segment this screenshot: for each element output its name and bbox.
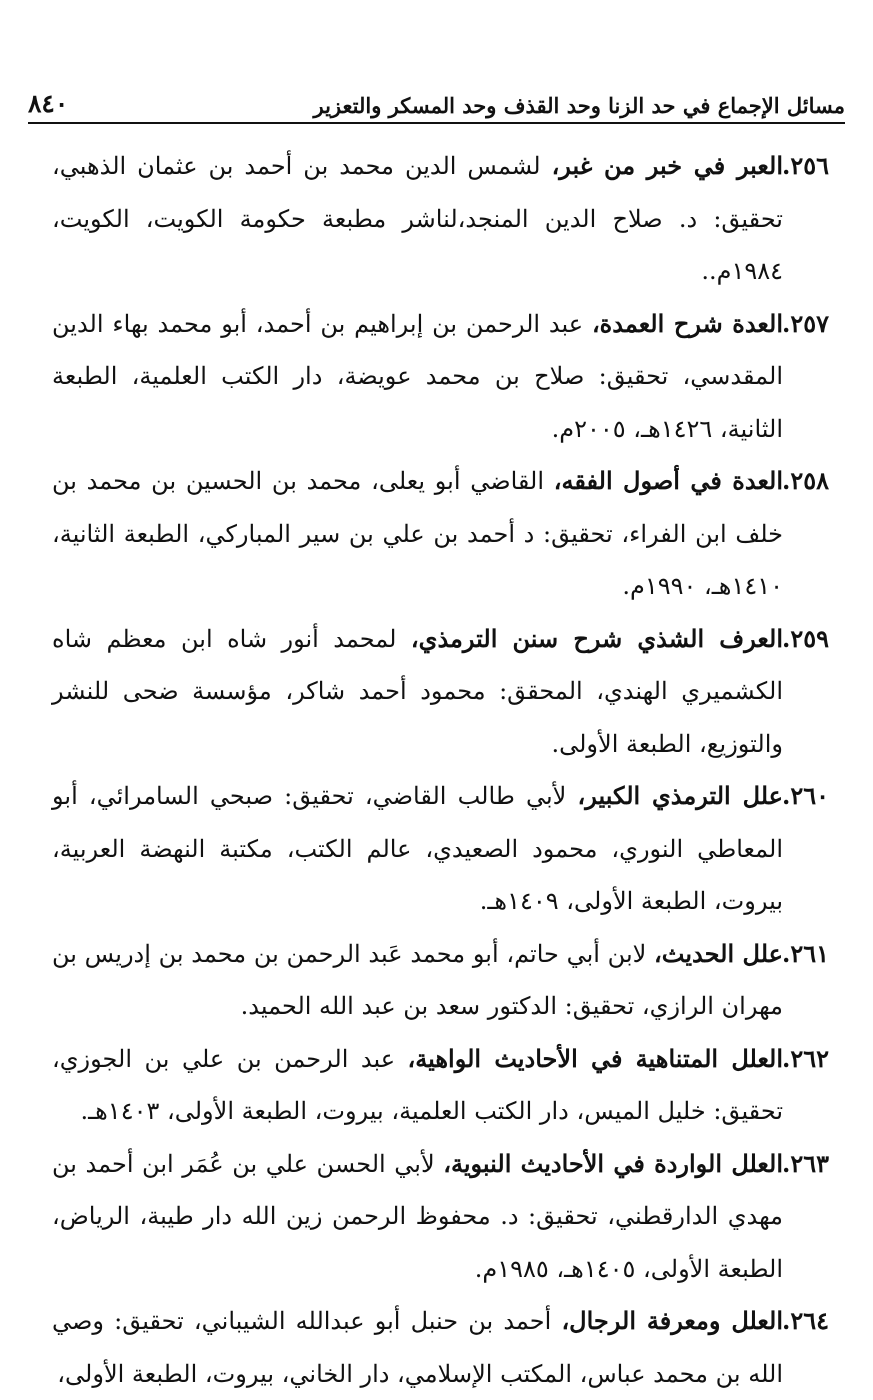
entry-number: ٢٦١. <box>781 938 829 968</box>
entry-text: عبد الرحمن بن علي بن الجوزي، تحقيق: خليل الميس، دار الكتب العلمية، بيروت، الطبعة الأولى، ١٤٠٣هـ. <box>52 1044 783 1125</box>
entry-text: لمحمد أنور شاه ابن معظم شاه الكشميري الهندي، المحقق: محمود أحمد شاكر، مؤسسة ضحى للنشر والتوزيع، الطبعة الأولى. <box>52 624 783 758</box>
entry-title: العلل المتناهية في الأحاديث الواهية، <box>407 1043 784 1073</box>
bibliography-entry <box>52 770 829 928</box>
entry-title: العرف الشذي شرح سنن الترمذي، <box>410 623 783 653</box>
entry-title: العبر في خبر من غبر، <box>551 151 783 180</box>
bibliography-entry <box>52 140 829 298</box>
entry-number: ٢٦٢. <box>781 1043 829 1073</box>
bibliography-entry <box>52 298 829 456</box>
bibliography-entry <box>52 928 829 1033</box>
entry-title: علل الحديث، <box>654 938 784 968</box>
entry-text: لابن أبي حاتم، أبو محمد عَبد الرحمن بن محمد بن إدريس بن مهران الرازي، تحقيق: الدكتور سعد بن عبد الله الحميد. <box>52 939 783 1020</box>
entry-text: أحمد بن حنبل أبو عبدالله الشيباني، تحقيق: وصي الله بن محمد عباس، المكتب الإسلامي، دار الخاني، بيروت، الطبعة الأولى، <box>52 1307 783 1388</box>
page-number: ٨٤٠ <box>28 89 69 118</box>
entry-number: ٢٥٨. <box>781 466 829 495</box>
entry-number: ٢٥٦. <box>781 151 829 180</box>
running-title: مسائل الإجماع في حد الزنا وحد القذف وحد المسكر والتعزير <box>313 93 845 118</box>
bibliography-list <box>52 140 829 1400</box>
entry-text: القاضي أبو يعلى، محمد بن الحسين بن محمد بن خلف ابن الفراء، تحقيق: د أحمد بن علي بن سير المباركي، الطبعة الثانية، ١٤١٠هـ، ١٩٩٠م. <box>52 467 783 600</box>
bibliography-entry <box>52 1138 829 1296</box>
bibliography-entry <box>52 455 829 613</box>
entry-title: العلل الواردة في الأحاديث النبوية، <box>443 1148 783 1178</box>
bibliography-entry <box>52 613 829 771</box>
entry-text: لشمس الدين محمد بن أحمد بن عثمان الذهبي، تحقيق: د. صلاح الدين المنجد،لناشر مطبعة حكومة الكويت، الكويت، ١٩٨٤م.. <box>52 152 783 285</box>
header-rule <box>28 122 845 124</box>
entry-title: علل الترمذي الكبير، <box>577 781 784 810</box>
entry-number: ٢٦٤. <box>781 1306 829 1335</box>
entry-text: لأبي الحسن علي بن عُمَر ابن أحمد بن مهدي الدارقطني، تحقيق: د. محفوظ الرحمن زين الله دار طيبة، الرياض، الطبعة الأولى، ١٤٠٥هـ، ١٩٨٥م. <box>52 1149 783 1283</box>
entry-text: لأبي طالب القاضي، تحقيق: صبحي السامرائي، أبو المعاطي النوري، محمود الصعيدي، عالم الكتب، مكتبة النهضة العربية، بيروت، الطبعة الأولى، ١٤٠٩هـ. <box>52 782 783 915</box>
page-header <box>28 70 845 118</box>
entry-number: ٢٥٧. <box>781 308 829 338</box>
bibliography-entry <box>52 1033 829 1138</box>
entry-number: ٢٥٩. <box>781 623 829 653</box>
entry-title: العدة في أصول الفقه، <box>553 466 784 495</box>
entry-number: ٢٦٠. <box>781 781 829 810</box>
entry-number: ٢٦٣. <box>781 1148 829 1178</box>
entry-text: عبد الرحمن بن إبراهيم بن أحمد، أبو محمد بهاء الدين المقدسي، تحقيق: صلاح بن محمد عويضة، دار الكتب العلمية، الطبعة الثانية، ١٤٢٦هـ، ٢٠٠٥م. <box>52 309 783 443</box>
entry-title: العدة شرح العمدة، <box>591 308 783 338</box>
entry-title: العلل ومعرفة الرجال، <box>561 1306 783 1335</box>
bibliography-entry <box>52 1295 829 1400</box>
